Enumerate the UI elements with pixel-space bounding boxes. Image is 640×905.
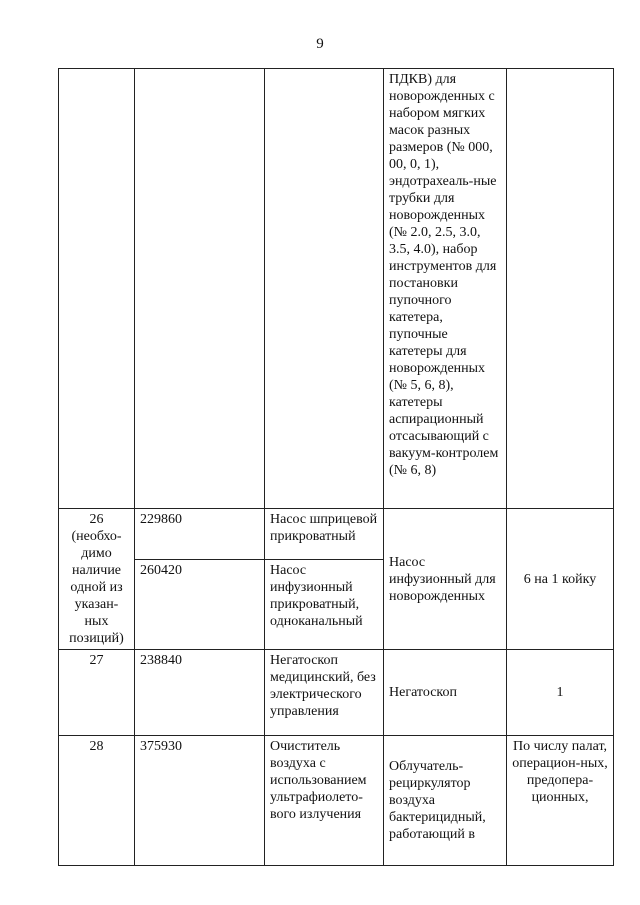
cell-device-26: Насос инфузионный для новорожденных [384, 509, 507, 650]
cell-device-28: Облучатель-рециркулятор воздуха бактерицидный, работающий в [384, 736, 507, 866]
cell-name-empty [265, 69, 384, 509]
cell-name-infusion-pump: Насос инфузионный прикроватный, одноканальный [265, 560, 384, 650]
equipment-table [58, 68, 614, 866]
cell-device-27: Негатоскоп [384, 650, 507, 736]
cell-num-empty [59, 69, 135, 509]
cell-num-27: 27 [59, 650, 135, 736]
cell-num-28: 28 [59, 736, 135, 866]
cell-code-empty [135, 69, 265, 509]
cell-code-375930: 375930 [135, 736, 265, 866]
cell-name-air-purifier: Очиститель воздуха с использованием ультрафиолето-вого излучения [265, 736, 384, 866]
cell-qty-27: 1 [507, 650, 614, 736]
cell-code-260420: 260420 [135, 560, 265, 650]
cell-num-26: 26 (необхо-димо наличие одной из указан-ных позиций) [59, 509, 135, 650]
table-row-27 [59, 650, 614, 736]
cell-qty-28: По числу палат, операцион-ных, предопера-ционных, [507, 736, 614, 866]
cell-device-continuation: ПДКВ) для новорожденных с набором мягких масок разных размеров (№ 000, 00, 0, 1), эндотрахеаль-ные трубки для новорожденных (№ 2.0, 2.5, 3.0, 3.5, 4.0), набор инструментов для постановки пупочного катетера, пупочные катетеры для новорожденных (№ 5, 6, 8), катетеры аспирационный отсасывающий с вакуум-контролем (№ 6, 8) [384, 69, 507, 509]
page-number: 9 [316, 36, 324, 52]
cell-code-229860: 229860 [135, 509, 265, 560]
cell-code-238840: 238840 [135, 650, 265, 736]
cell-qty-26: 6 на 1 койку [507, 509, 614, 650]
cell-name-syringe-pump: Насос шприцевой прикроватный [265, 509, 384, 560]
cell-name-negatoscope: Негатоскоп медицинский, без электрического управления [265, 650, 384, 736]
table-row-26a [59, 509, 614, 560]
table-row-continuation [59, 69, 614, 509]
table-row-28 [59, 736, 614, 866]
cell-qty-empty [507, 69, 614, 509]
